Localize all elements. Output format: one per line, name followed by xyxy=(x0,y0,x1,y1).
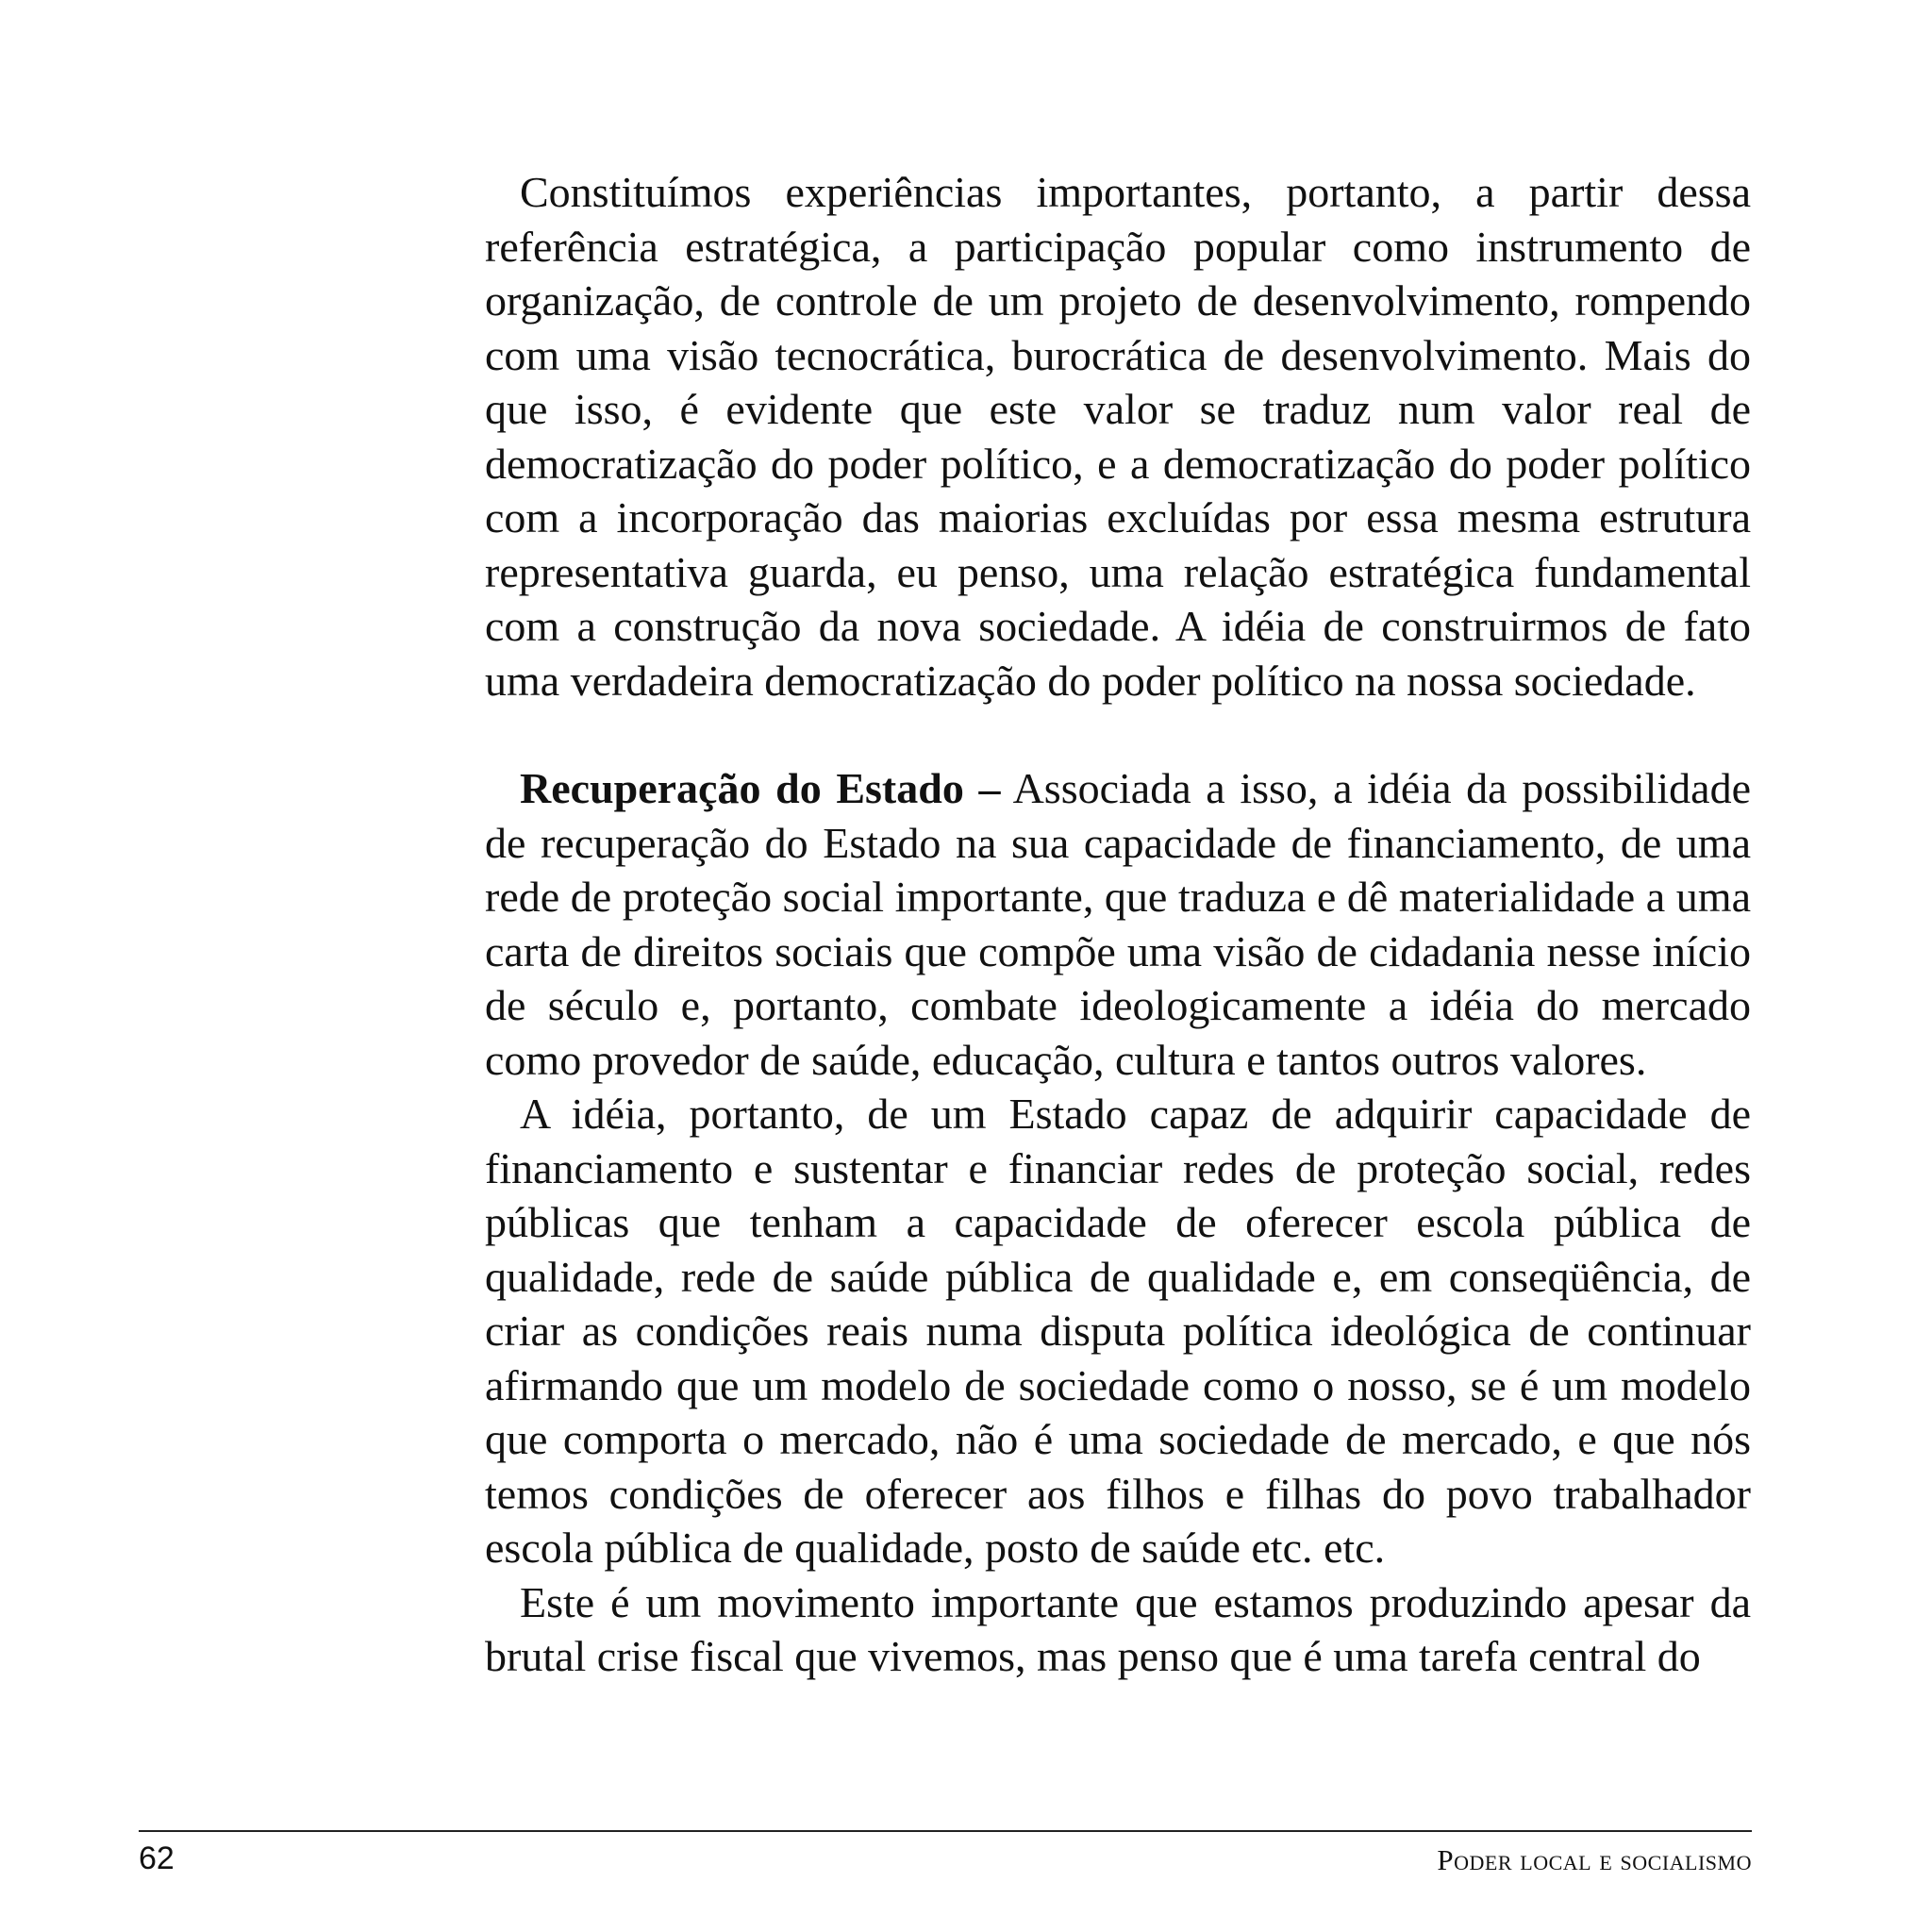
page-number: 62 xyxy=(139,1840,175,1876)
paragraph-participation: Constituímos experiências importantes, portanto, a partir dessa referência estratégica, a participação popular como instrumento de organização, de controle de um projeto de desenvolvimento, rompendo com uma visão tecnocrática, burocrática de desenvolvimento. Mais do que isso, é evidente que este valor se traduz num valor real de democratização do poder político, e a democratização do poder político com a incorporação das maiorias excluídas por essa mesma estrutura representativa guarda, eu penso, uma relação estratégica fundamental com a construção da nova sociedade. A idéia de construirmos de fato uma verdadeira democratização do poder político na nossa sociedade. xyxy=(485,168,1751,705)
body-text xyxy=(485,165,1751,1684)
footer-divider xyxy=(139,1830,1752,1832)
running-title: Poder local e socialismo xyxy=(1437,1843,1752,1876)
paragraph-state-financing: A idéia, portanto, de um Estado capaz de adquirir capacidade de financiamento e sustentar e financiar redes de proteção social, redes públicas que tenham a capacidade de oferecer escola pública de qualidade, rede de saúde pública de qualidade e, em conseqüência, de criar as condições reais numa disputa política ideológica de continuar afirmando que um modelo de sociedade como o nosso, se é um modelo que comporta o mercado, não é uma sociedade de mercado, e que nós temos condições de oferecer aos filhos e filhas do povo trabalhador escola pública de qualidade, posto de saúde etc. etc. xyxy=(485,1090,1751,1572)
section-heading: Recuperação do Estado – xyxy=(520,764,1001,812)
paragraph-movement: Este é um movimento importante que estamos produzindo apesar da brutal crise fiscal que vivemos, mas penso que é uma tarefa central do xyxy=(485,1577,1751,1680)
section-spacer xyxy=(485,708,1751,761)
paragraph-state-recovery xyxy=(485,761,1751,1087)
paragraph-state-recovery-text: Associada a isso, a idéia da possibilidade de recuperação do Estado na sua capacidade de financiamento, de uma rede de proteção social importante, que traduza e dê materialidade a uma carta de direitos sociais que compõe uma visão de cidadania nesse início de século e, portanto, combate ideologicamente a idéia do mercado como provedor de saúde, educação, cultura e tantos outros valores. xyxy=(485,764,1751,1084)
